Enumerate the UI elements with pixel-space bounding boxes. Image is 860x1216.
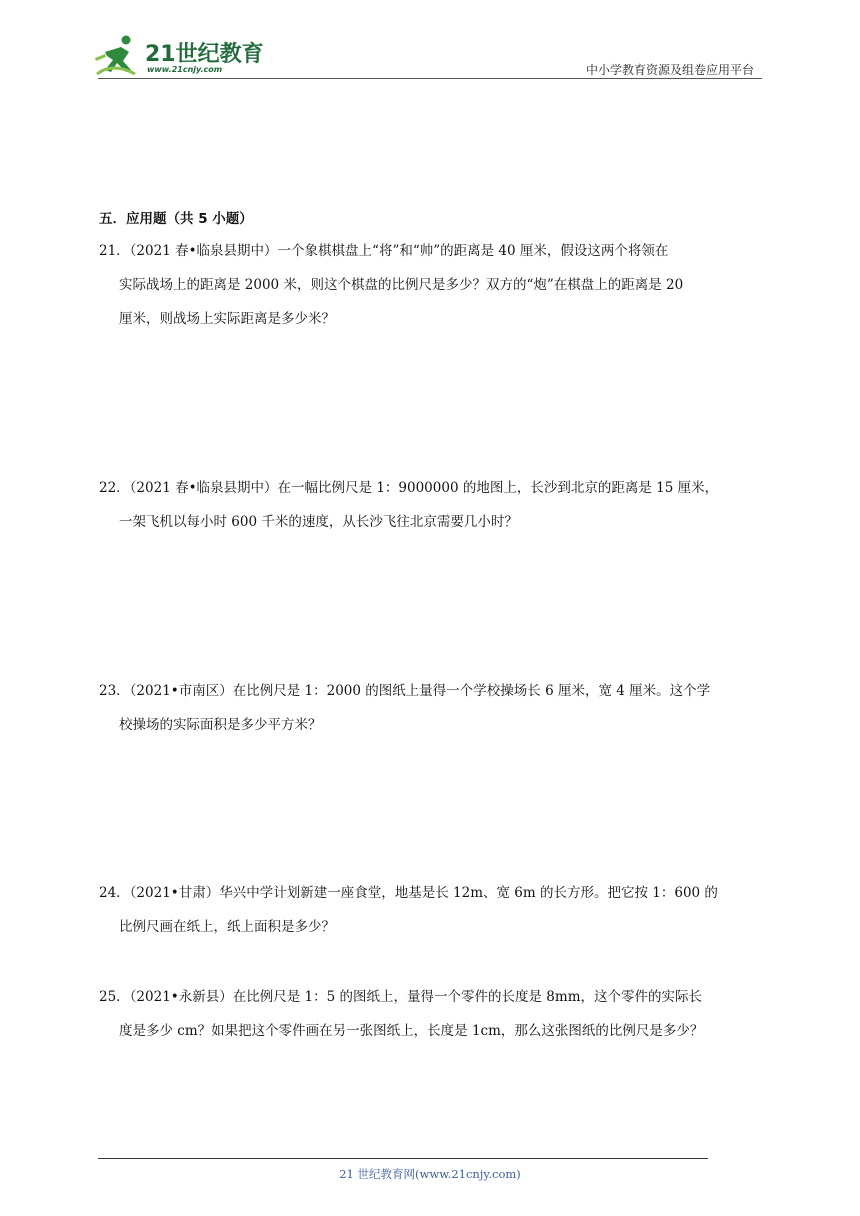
page-header bbox=[0, 0, 860, 90]
runner-logo-icon bbox=[95, 34, 145, 78]
footer-divider bbox=[98, 1158, 708, 1159]
question-23 bbox=[99, 674, 767, 742]
question-21 bbox=[99, 234, 767, 336]
question-line: 24．（2021•甘肃）华兴中学计划新建一座食堂，地基是长 12m、宽 6m 的长方形。把它按 1：600 的 bbox=[99, 885, 718, 901]
question-line: 一架飞机以每小时 600 千米的速度，从长沙飞往北京需要几小时？ bbox=[119, 514, 518, 530]
logo-url: www.21cnjy.com bbox=[147, 65, 223, 74]
question-line: 比例尺画在纸上，纸上面积是多少？ bbox=[119, 919, 335, 935]
question-line: 实际战场上的距离是 2000 米，则这个棋盘的比例尺是多少？双方的“炮”在棋盘上的距离是 20 bbox=[119, 277, 684, 293]
question-line: 22．（2021 春•临泉县期中）在一幅比例尺是 1：9000000 的地图上，长沙到北京的距离是 15 厘米， bbox=[99, 480, 719, 496]
question-24 bbox=[99, 876, 767, 944]
question-22 bbox=[99, 471, 767, 539]
logo-text: 21世纪教育 bbox=[145, 42, 264, 67]
question-line: 厘米，则战场上实际距离是多少米？ bbox=[119, 311, 335, 327]
question-25 bbox=[99, 980, 767, 1048]
footer-text: 21 世纪教育网(www.21cnjy.com) bbox=[339, 1167, 521, 1181]
platform-name: 中小学教育资源及组卷应用平台 bbox=[585, 63, 754, 77]
question-line: 校操场的实际面积是多少平方米？ bbox=[119, 717, 322, 733]
question-line: 度是多少 cm？如果把这个零件画在另一张图纸上，长度是 1cm，那么这张图纸的比例尺是多少？ bbox=[119, 1023, 704, 1039]
question-line: 25．（2021•永新县）在比例尺是 1：5 的图纸上，量得一个零件的长度是 8mm，这个零件的实际长 bbox=[99, 989, 702, 1005]
section-title: 五．应用题（共 5 小题） bbox=[99, 211, 253, 227]
header-divider bbox=[98, 78, 762, 79]
question-line: 21．（2021 春•临泉县期中）一个象棋棋盘上“将”和“帅”的距离是 40 厘米，假设这两个将领在 bbox=[99, 243, 669, 259]
question-line: 23．（2021•市南区）在比例尺是 1：2000 的图纸上量得一个学校操场长 6 厘米，宽 4 厘米。这个学 bbox=[99, 683, 711, 699]
logo bbox=[95, 34, 265, 78]
